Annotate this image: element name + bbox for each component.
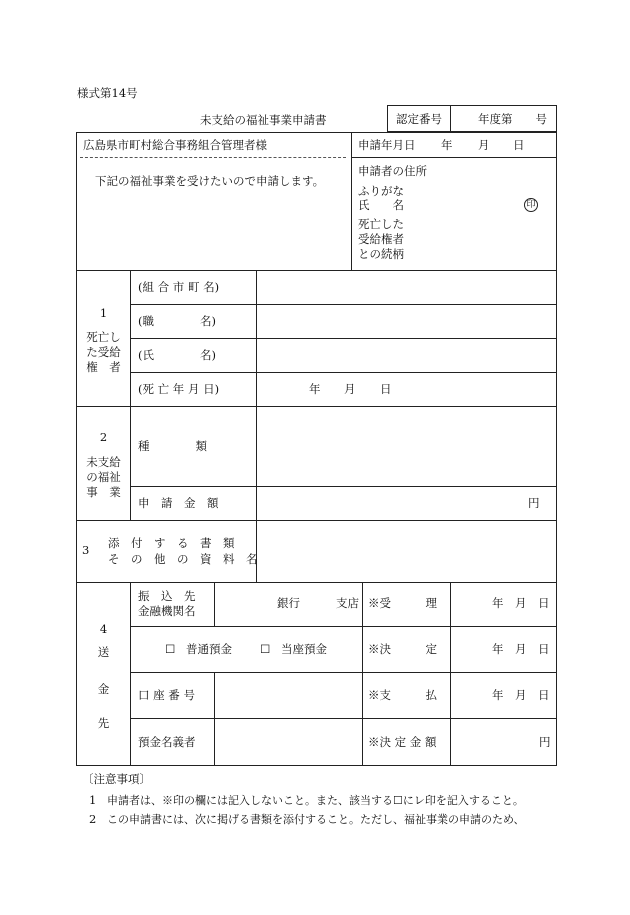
- receipt-date[interactable]: 年 月 日: [492, 596, 550, 610]
- death-date-day[interactable]: 日: [380, 382, 392, 396]
- current-deposit-label: 当座預金: [281, 642, 327, 656]
- application-date-day[interactable]: 日: [513, 138, 525, 152]
- account-number-label: 口 座 番 号: [138, 688, 195, 702]
- ordinary-deposit-label: 普通預金: [186, 642, 232, 656]
- payment-label: ※支 払: [368, 688, 437, 702]
- branch-name-suffix[interactable]: 支店: [336, 596, 359, 610]
- furigana-label: ふりがな: [358, 184, 404, 198]
- relation-line-2: 受給権者: [358, 232, 404, 246]
- section2-number: 2: [99, 430, 108, 444]
- section2-title-3: 事 業: [86, 485, 121, 499]
- decision-label: ※決 定: [368, 642, 437, 656]
- current-deposit-checkbox[interactable]: ☐: [260, 642, 271, 656]
- death-date-label: (死 亡 年 月 日): [138, 382, 220, 396]
- decision-date[interactable]: 年 月 日: [492, 642, 550, 656]
- section1-title-1: 死亡し: [86, 330, 121, 344]
- section4-number: 4: [99, 622, 108, 636]
- section4-title-2: 金: [97, 682, 110, 696]
- bank-label-2: 金融機関名: [138, 604, 196, 618]
- payment-date[interactable]: 年 月 日: [492, 688, 550, 702]
- applicant-address-label: 申請者の住所: [358, 164, 427, 178]
- section2-title-1: 未支給: [86, 455, 121, 469]
- death-date-year[interactable]: 年: [309, 382, 321, 396]
- section2-title-2: の福祉: [86, 470, 121, 484]
- ordinary-deposit-checkbox[interactable]: ☐: [165, 642, 176, 656]
- seal-mark: 印: [524, 198, 538, 212]
- notes-header: 〔注意事項〕: [82, 772, 151, 786]
- bank-name-suffix[interactable]: 銀行: [277, 596, 300, 610]
- attachments-label-2: そ の 他 の 資 料 名: [108, 552, 258, 566]
- cert-number-value[interactable]: 年度第 号: [478, 112, 547, 126]
- application-date-year[interactable]: 年: [441, 138, 453, 152]
- bank-label-1: 振 込 先: [138, 589, 196, 603]
- attachments-label-1: 添 付 す る 書 類: [108, 536, 235, 550]
- section4-title-3: 先: [97, 716, 110, 730]
- relation-line-1: 死亡した: [358, 217, 404, 231]
- decided-amount-label: ※決 定 金 額: [368, 735, 437, 749]
- application-date-label: 申請年月日: [358, 138, 416, 152]
- addressee: 広島県市町村総合事務組合管理者様: [83, 138, 267, 152]
- account-holder-label: 預金名義者: [138, 735, 196, 749]
- receipt-label: ※受 理: [368, 596, 437, 610]
- form-title: 未支給の福祉事業申請書: [200, 113, 327, 127]
- amount-yen: 円: [528, 496, 540, 510]
- section1-title-3: 権 者: [86, 360, 121, 374]
- form-number: 様式第14号: [77, 86, 138, 100]
- death-date-month[interactable]: 月: [344, 382, 356, 396]
- amount-label: 申 請 金 額: [138, 496, 219, 510]
- note-2-number: 2: [89, 812, 97, 826]
- relation-line-3: との続柄: [358, 247, 404, 261]
- section4-title-1: 送: [97, 645, 110, 659]
- union-municipality-label: (組 合 市 町 名): [138, 280, 220, 294]
- request-text: 下記の福祉事業を受けたいので申請します。: [95, 174, 325, 188]
- applicant-name-label: 氏 名: [358, 198, 404, 212]
- section1-number: 1: [99, 306, 108, 320]
- application-date-month[interactable]: 月: [478, 138, 490, 152]
- kind-label: 種 類: [138, 439, 207, 453]
- deceased-name-label: (氏 名): [138, 348, 216, 362]
- job-title-label: (職 名): [138, 314, 216, 328]
- cert-number-label: 認定番号: [396, 112, 442, 126]
- note-2-text: この申請書には、次に掲げる書類を添付すること。ただし、福祉事業の申請のため、: [107, 813, 525, 826]
- section3-number: 3: [82, 543, 90, 557]
- section1-title-2: た受給: [86, 345, 121, 359]
- note-1-text: 申請者は、※印の欄には記入しないこと。また、該当する☐にレ印を記入すること。: [107, 794, 524, 807]
- decided-amount-yen: 円: [539, 735, 551, 749]
- note-1-number: 1: [89, 793, 97, 807]
